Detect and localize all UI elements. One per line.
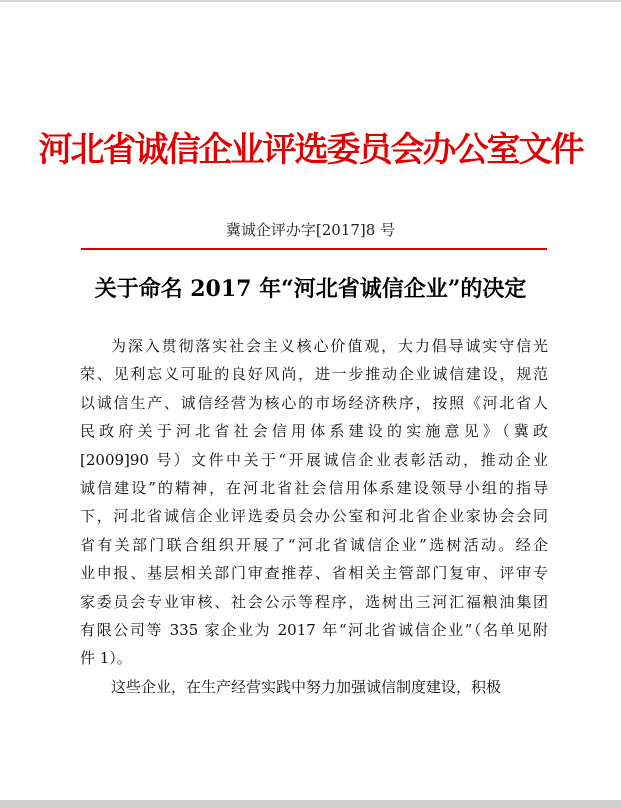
paragraph-line: 件 1）。 [80,649,132,668]
paragraph-line: 诚信建设”的精神，在河北省社会信用体系建设领导小组的指导 [80,478,548,497]
paragraph-line: 业申报、基层相关部门审查推荐、省相关主管部门复审、评审专 [80,564,548,583]
document-header-title: 河北省诚信企业评选委员会办公室文件 [38,130,583,170]
paragraph-line: [2009]90 号）文件中关于“开展诚信企业表彰活动，推动企业 [80,450,548,469]
paragraph-line: 下，河北省诚信企业评选委员会办公室和河北省企业家协会会同 [80,507,548,526]
paragraph-line: 这些企业，在生产经营实践中努力加强诚信制度建设，积极 [111,677,502,696]
paragraph-line: 家委员会专业审核、社会公示等程序，选树出三河汇福粮油集团 [80,592,548,611]
paragraph-line: 为深入贯彻落实社会主义核心价值观，大力倡导诚实守信光 [111,337,548,355]
top-divider [0,0,621,2]
paragraph-line: 荣、见利忘义可耻的良好风尚，进一步推动企业诚信建设，规范 [80,365,548,384]
document-number: 冀诚企评办字[2017]8 号 [225,221,396,239]
bottom-divider [0,800,621,808]
decision-title: 关于命名 2017 年“河北省诚信企业”的决定 [94,276,527,302]
body-text [80,332,548,701]
red-separator-line [81,248,547,250]
paragraph-line: 有限公司等 335 家企业为 2017 年“河北省诚信企业”（名单见附 [80,620,548,639]
paragraph-line: 以诚信生产、诚信经营为核心的市场经济秩序，按照《河北省人 [80,393,548,412]
paragraph-line: 省有关部门联合组织开展了“河北省诚信企业”选树活动。经企 [80,535,548,554]
paragraph-line: 民政府关于河北省社会信用体系建设的实施意见》（冀政 [80,422,548,441]
